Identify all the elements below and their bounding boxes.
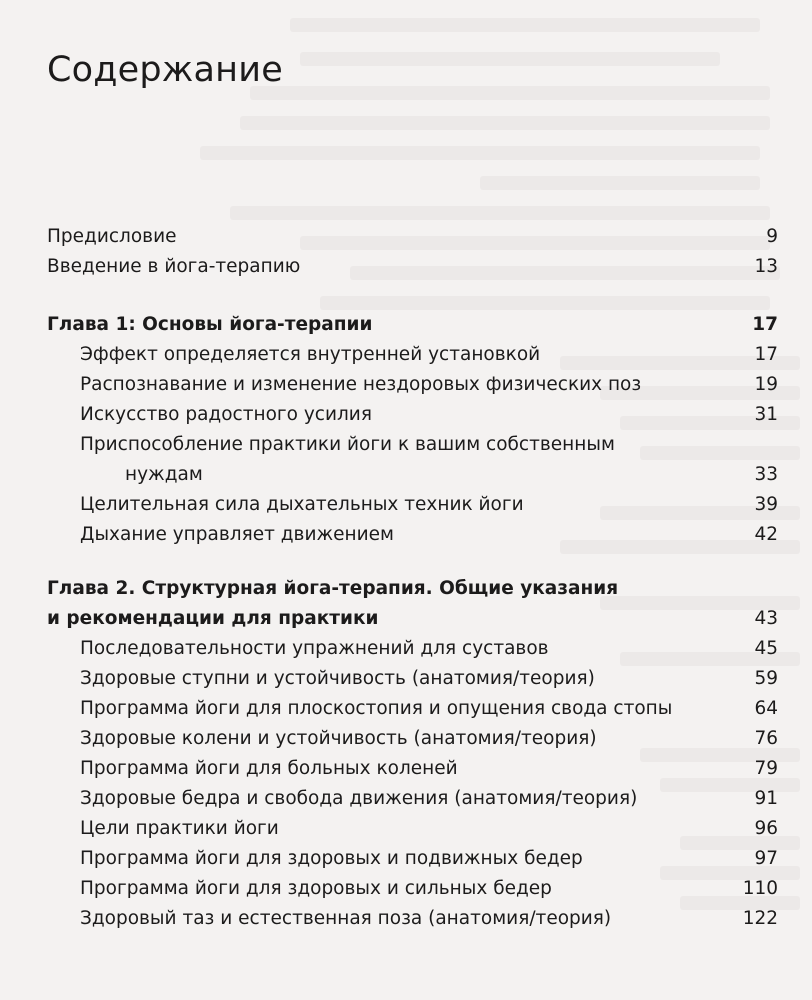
toc-entry-page: 43 bbox=[754, 608, 778, 629]
toc-entry-page: 79 bbox=[754, 758, 778, 779]
toc-entry-page: 39 bbox=[754, 494, 778, 515]
toc-entry-title: Здоровый таз и естественная поза (анатомия/теория) bbox=[80, 908, 612, 929]
toc-entry-title-line2: нуждам bbox=[125, 464, 203, 485]
toc-entry-title-wrapped bbox=[80, 430, 718, 490]
toc-entry[interactable] bbox=[47, 784, 778, 814]
toc-entry[interactable] bbox=[47, 844, 778, 874]
toc-entry-page: 9 bbox=[766, 226, 778, 247]
toc-entry[interactable] bbox=[47, 724, 778, 754]
toc-entry-page: 76 bbox=[754, 728, 778, 749]
toc-entry-page: 45 bbox=[754, 638, 778, 659]
toc-entry-page: 96 bbox=[754, 818, 778, 839]
toc-entry-page: 13 bbox=[754, 256, 778, 277]
toc-heading: Содержание bbox=[47, 50, 283, 90]
toc-chapter-title-wrapped bbox=[47, 574, 718, 634]
toc-chapter-2[interactable] bbox=[47, 574, 778, 634]
toc-entry-page: 42 bbox=[754, 524, 778, 545]
toc-entry-page: 97 bbox=[754, 848, 778, 869]
toc-entry-title-line1: Приспособление практики йоги к вашим собственным bbox=[80, 434, 615, 455]
toc-entry[interactable] bbox=[47, 664, 778, 694]
toc-entry-title: Программа йоги для больных коленей bbox=[80, 758, 458, 779]
toc-entry-title: Распознавание и изменение нездоровых физических поз bbox=[80, 374, 642, 395]
toc-entry[interactable] bbox=[47, 754, 778, 784]
toc-entry[interactable] bbox=[47, 520, 778, 550]
toc-entry-page: 33 bbox=[754, 464, 778, 485]
toc-entry-title: Введение в йога-терапию bbox=[47, 256, 301, 277]
toc-entry-page: 64 bbox=[754, 698, 778, 719]
toc-entry-title: Программа йоги для здоровых и подвижных бедер bbox=[80, 848, 583, 869]
toc-entry-title: Здоровые колени и устойчивость (анатомия/теория) bbox=[80, 728, 597, 749]
toc-entry-title: Цели практики йоги bbox=[80, 818, 279, 839]
toc-entry-page: 91 bbox=[754, 788, 778, 809]
toc-entry[interactable] bbox=[47, 634, 778, 664]
toc-entry-preface[interactable] bbox=[47, 222, 778, 252]
toc-entry[interactable] bbox=[47, 694, 778, 724]
toc-entry[interactable] bbox=[47, 904, 778, 934]
toc-entry-page: 17 bbox=[754, 344, 778, 365]
toc-entry-introduction[interactable] bbox=[47, 252, 778, 282]
toc-entry[interactable] bbox=[47, 490, 778, 520]
toc-entry[interactable] bbox=[47, 370, 778, 400]
toc-entry-page: 59 bbox=[754, 668, 778, 689]
toc-chapter-title-line1: Глава 2. Структурная йога-терапия. Общие указания bbox=[47, 578, 619, 599]
toc-entry-page: 122 bbox=[742, 908, 778, 929]
toc-entry-page: 19 bbox=[754, 374, 778, 395]
toc-entry-title: Целительная сила дыхательных техник йоги bbox=[80, 494, 524, 515]
toc-entry-title: Искусство радостного усилия bbox=[80, 404, 372, 425]
toc-entry[interactable] bbox=[47, 400, 778, 430]
toc-entry-title: Эффект определяется внутренней установкой bbox=[80, 344, 541, 365]
toc-entry[interactable] bbox=[47, 340, 778, 370]
toc-entry-title: Дыхание управляет движением bbox=[80, 524, 394, 545]
toc-entry-title: Здоровые ступни и устойчивость (анатомия/теория) bbox=[80, 668, 595, 689]
toc-chapter-title-line2: и рекомендации для практики bbox=[47, 608, 379, 629]
toc-entry-page: 110 bbox=[742, 878, 778, 899]
toc-entry-title: Предисловие bbox=[47, 226, 177, 247]
toc-entry[interactable] bbox=[47, 430, 778, 490]
toc-chapter-title: Глава 1: Основы йога-терапии bbox=[47, 314, 373, 335]
toc-entry[interactable] bbox=[47, 874, 778, 904]
toc-entry[interactable] bbox=[47, 814, 778, 844]
toc-entry-page: 31 bbox=[754, 404, 778, 425]
toc-entry-page: 17 bbox=[752, 314, 778, 335]
toc-entry-title: Программа йоги для здоровых и сильных бедер bbox=[80, 878, 552, 899]
toc-chapter-1[interactable] bbox=[47, 310, 778, 340]
toc-entry-title: Здоровые бедра и свобода движения (анатомия/теория) bbox=[80, 788, 638, 809]
table-of-contents bbox=[47, 222, 778, 934]
toc-entry-title: Программа йоги для плоскостопия и опущения свода стопы bbox=[80, 698, 673, 719]
toc-entry-title: Последовательности упражнений для суставов bbox=[80, 638, 549, 659]
